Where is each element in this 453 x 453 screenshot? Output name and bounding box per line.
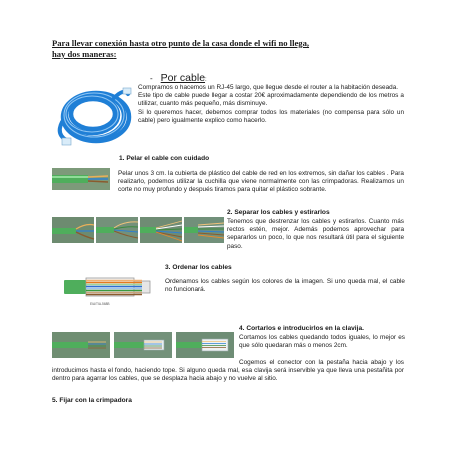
- step-1-title: 1. Pelar el cable con cuidado: [119, 155, 210, 162]
- por-cable-colon: :: [205, 77, 207, 83]
- step-2-title: 2. Separar los cables y estirarlos: [227, 209, 330, 216]
- intro-paragraphs: [138, 84, 404, 125]
- step-2-photos: [52, 217, 224, 243]
- step-3-title: 3. Ordenar los cables: [165, 264, 232, 271]
- bullet-dash: -: [150, 74, 153, 83]
- step-1-photo: [52, 168, 110, 190]
- intro-line-3: Si lo queremos hacer, debemos comprar todos los materiales (no compensa para sólo un cable) pero igualmente explico como hacerlo.: [138, 108, 404, 124]
- heading-colon: :: [113, 49, 117, 59]
- rj45-diagram: [62, 274, 158, 308]
- por-cable-title: Por cable: [160, 72, 206, 84]
- step-4-text-2: Cogemos el conector con la pestaña hacia abajo y los introducimos hasta el fondo, haciendo tope. Si alguno queda mal, esa clavija será inservible ya que lleva una pestañita por dentro para agarrar los cables, que se desplaza hacia abajo y no vuelve al sitio.: [52, 359, 404, 383]
- heading-line-1: Para llevar conexión hasta otro punto de la casa donde el wifi no llega,: [52, 38, 310, 48]
- step-2-text: Tenemos que destrenzar los cables y estirarlos. Cuanto más rectos estén, mejor. Además podemos aprovechar para separarlos un poco, lo que nos resultará útil para el siguiente paso.: [227, 218, 404, 250]
- step-4-photos: [52, 332, 234, 358]
- step-3-text: Ordenamos los cables según los colores de la imagen. Si uno queda mal, el cable no funcionará.: [165, 278, 405, 294]
- por-cable-row: [150, 72, 207, 84]
- intro-line-2: Este tipo de cable puede llegar a costar 20€ aproximadamente dependiendo de los metros a utilizar, cuanto más pequeño, más disminuye.: [138, 92, 404, 108]
- heading-line-2-text: hay dos maneras: [52, 49, 114, 59]
- page-heading: [52, 38, 412, 60]
- step-1-text: Pelar unos 3 cm. la cubierta de plástico del cable de red en los extremos, sin dañar los cables . Para realizarlo, podemos utilizar la cuchilla que viene normalmente con las crimpadoras. Realizamos un corte no muy profundo y después tiramos para quitar el plástico sobrante.: [118, 170, 404, 194]
- intro-line-1: Compramos o hacemos un RJ-45 largo, que llegue desde el router a la habitación deseada.: [138, 84, 399, 91]
- blue-cable-image: [52, 82, 132, 148]
- heading-line-2: [52, 49, 412, 60]
- step-5-title: 5. Fijar con la crimpadora: [52, 397, 132, 404]
- diagram-caption: EIA/TIA-568B: [90, 302, 110, 306]
- step-4-title: 4. Cortarlos e introducirlos en la clavija.: [239, 325, 364, 332]
- step-4-text: Cortamos los cables quedando todos iguales, lo mejor es que sólo quedaran más o menos 2cm.: [239, 334, 405, 350]
